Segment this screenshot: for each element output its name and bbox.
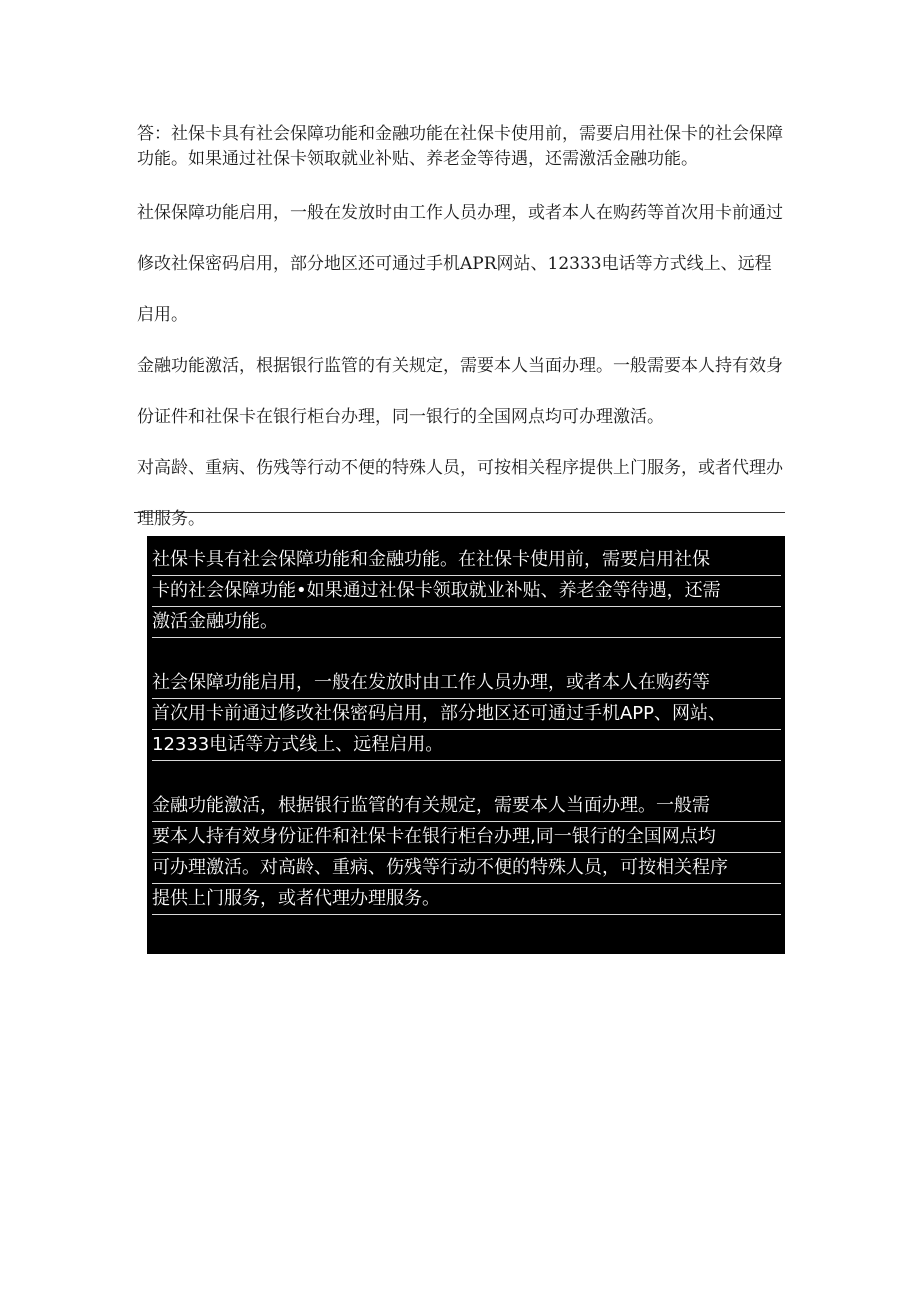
section-divider <box>134 512 785 513</box>
box-text-line: 激活金融功能。 <box>152 607 781 638</box>
box-text-line: 金融功能激活，根据银行监管的有关规定，需要本人当面办理。一般需 <box>152 791 781 822</box>
box-text-line: 可办理激活。对高龄、重病、伤残等行动不便的特殊人员，可按相关程序 <box>152 853 781 884</box>
box-text-line: 要本人持有效身份证件和社保卡在银行柜台办理,同一银行的全国网点均 <box>152 822 781 853</box>
highlighted-text-box <box>147 536 785 954</box>
answer-section <box>137 122 785 545</box>
box-text-line: 提供上门服务，或者代理办理服务。 <box>152 884 781 915</box>
box-text-line: 社保卡具有社会保障功能和金融功能。在社保卡使用前，需要启用社保 <box>152 545 781 576</box>
box-text-line: 卡的社会保障功能•如果通过社保卡领取就业补贴、养老金等待遇，还需 <box>152 576 781 607</box>
box-paragraph <box>152 545 781 638</box>
answer-paragraph: 答：社保卡具有社会保障功能和金融功能在社保卡使用前，需要启用社保卡的社会保障功能。如果通过社保卡领取就业补贴、养老金等待遇，还需激活金融功能。 <box>137 124 783 169</box>
box-paragraph <box>152 668 781 761</box>
answer-paragraph: 对高龄、重病、伤残等行动不便的特殊人员，可按相关程序提供上门服务，或者代理办理服务。 <box>137 458 783 529</box>
answer-paragraph: 金融功能激活，根据银行监管的有关规定，需要本人当面办理。一般需要本人持有效身份证件和社保卡在银行柜台办理，同一银行的全国网点均可办理激活。 <box>137 356 783 427</box>
answer-paragraph: 社保保障功能启用，一般在发放时由工作人员办理，或者本人在购药等首次用卡前通过修改社保密码启用，部分地区还可通过手机APR网站、12333电话等方式线上、远程启用。 <box>137 203 783 325</box>
box-text-line: 12333电话等方式线上、远程启用。 <box>152 730 781 761</box>
box-text-line: 首次用卡前通过修改社保密码启用，部分地区还可通过手机APP、网站、 <box>152 699 781 730</box>
box-paragraph <box>152 791 781 915</box>
box-text-line: 社会保障功能启用，一般在发放时由工作人员办理，或者本人在购药等 <box>152 668 781 699</box>
